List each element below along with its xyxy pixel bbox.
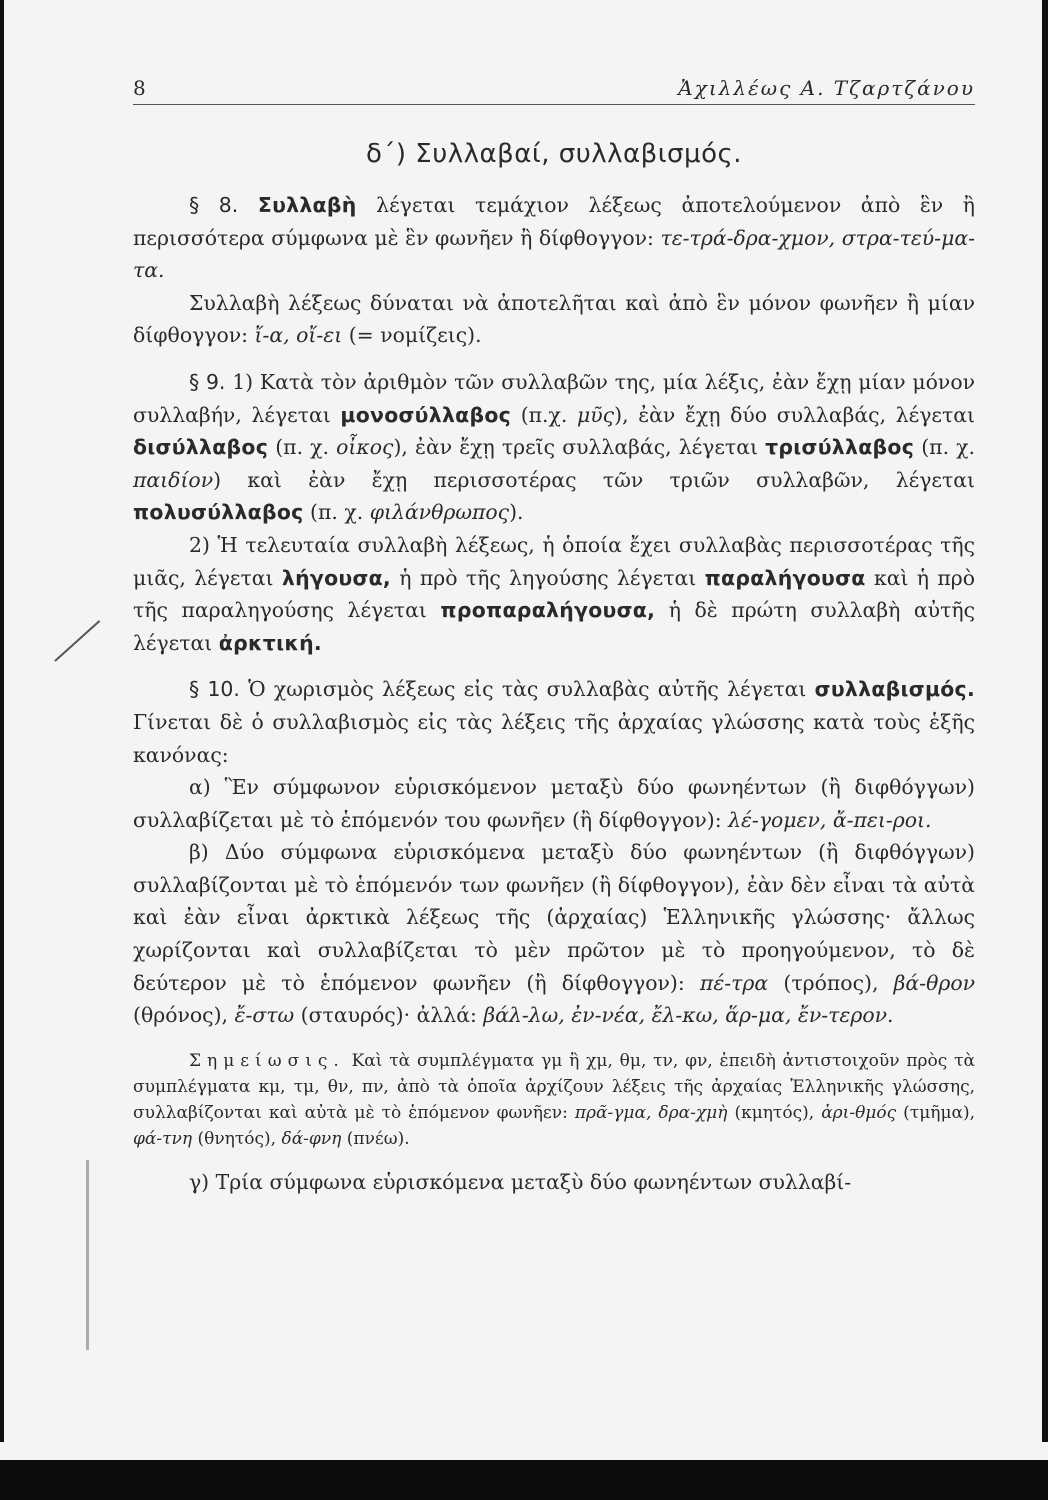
rule-c [133, 1166, 975, 1199]
book-page [133, 72, 975, 1198]
text: (κμητός), [727, 1102, 822, 1123]
page-header [133, 72, 975, 105]
term: προπαραλήγουσα, [440, 598, 656, 623]
page-number: 8 [133, 76, 146, 100]
text: λέγεται τεμάχιον λέξεως ἀποτελούμενον ἀπὸ ἓν ἢ περισσότερα σύμφωνα μὲ ἓν φωνῆεν ἢ δίφθογγον: [133, 193, 975, 250]
example: τε-τρά-δρα-χμον, στρα-τεύ-μα-τα. [133, 225, 975, 283]
term: ἀρκτική. [218, 630, 322, 655]
term: μονοσύλλαβος [340, 402, 512, 427]
text: (π.χ. [511, 402, 578, 427]
text: Καὶ τὰ συμπλέγματα γμ ἢ χμ, θμ, τν, φν, ἐπειδὴ ἀντιστοιχοῦν πρὸς τὰ συμπλέγματα κμ, τμ, θν, πν, ἀπὸ τὰ ὁποῖα ἀρχίζουν λέξεις τῆς ἀρχαίας Ἑλληνικῆς γλώσσης, συλλαβίζονται καὶ αὐτὰ μὲ τὸ ἑπόμενον φωνῆεν: [133, 1050, 975, 1123]
example: φιλάνθρωπος [369, 500, 510, 525]
text: (θνητός), [192, 1128, 282, 1149]
note [133, 1048, 975, 1152]
example: βάλ-λω, ἐν-νέα, ἔλ-κω, ἅρ-μα, ἔν-τερον. [483, 1003, 894, 1028]
example: πέ-τρα [699, 970, 769, 995]
note-paragraph [133, 1048, 975, 1152]
text: καὶ ἡ πρὸ τῆς παραληγούσης λέγεται [133, 565, 975, 623]
text: (τμῆμα), [896, 1102, 976, 1123]
example: λέ-γομεν, ἄ-πει-ροι. [728, 807, 932, 832]
text: Γίνεται δὲ ὁ συλλαβισμὸς εἰς τὰς λέξεις τῆς ἀρχαίας γλώσσης κατὰ τοὺς ἑξῆς κανόνας: [133, 709, 975, 767]
text: 2) Ἡ τελευταία συλλαβὴ λέξεως, ἡ ὁποία ἔχει συλλαβὰς περισσοτέρας τῆς μιᾶς, λέγεται [133, 532, 975, 590]
section-number: § 9. [189, 369, 226, 394]
paragraph-9b [133, 529, 975, 659]
text: Συλλαβὴ λέξεως δύναται νὰ ἀποτελῆται καὶ ἀπὸ ἓν μόνον φωνῆεν ἢ μίαν δίφθογγον: [133, 290, 975, 348]
section-title: δ΄) Συλλαβαί, συλλαβισμός. [365, 139, 743, 169]
text: α) Ἓν σύμφωνον εὑρισκόμενον μεταξὺ δύο φωνηέντων (ἢ διφθόγγων) συλλαβίζεται μὲ τὸ ἑπόμενόν του φωνῆεν (ἢ δίφθογγον): [133, 775, 975, 832]
example: παιδίον [133, 467, 214, 492]
rule-a [133, 771, 975, 836]
example: μῦς [577, 402, 615, 427]
text: β) Δύο σύμφωνα εὑρισκόμενα μεταξὺ δύο φωνηέντων (ἢ διφθόγγων) συλλαβίζονται μὲ τὸ ἑπόμενόν των φωνῆεν (ἢ δίφθογγον), ἐὰν δὲν εἶναι τὰ αὐτὰ καὶ ἐὰν εἶναι ἀρκτικὰ λέξεως τῆς (ἀρχαίας) Ἑλληνικῆς γλώσσης· ἄλλως χωρίζονται καὶ συλλαβίζεται τὸ μὲν πρῶτον μὲ τὸ προηγούμενον, τὸ δὲ δεύτερον μὲ τὸ ἑπόμενον φωνῆεν (ἢ δίφθογγον): [133, 840, 975, 995]
text: (π. χ. [303, 500, 370, 525]
example: πρᾶ-γμα, δρα-χμὴ [574, 1102, 728, 1123]
example: ἴ-α, οἴ-ει [254, 323, 343, 348]
example: βά-θρον [893, 970, 976, 995]
text: (τρόπος), [768, 970, 894, 995]
text: (πνέω). [341, 1128, 410, 1149]
section-number: § 10. [189, 677, 240, 702]
text: (π. χ. [914, 435, 975, 460]
body-text [133, 189, 975, 1032]
scan-border-left [0, 0, 4, 1500]
text: Ὁ χωρισμὸς λέξεως εἰς τὰς συλλαβὰς αὐτῆς λέγεται [239, 677, 815, 702]
paragraph-10 [133, 673, 975, 771]
text: ). [509, 500, 524, 525]
example: οἶκος [336, 435, 394, 460]
text: γ) Τρία σύμφωνα εὑρισκόμενα μεταξὺ δύο φωνηέντων συλλαβί- [189, 1169, 852, 1194]
text: (σταυρός)· ἀλλά: [294, 1003, 484, 1028]
paragraph-9 [133, 366, 975, 529]
text: ), ἐὰν ἔχῃ τρεῖς συλλαβάς, λέγεται [393, 435, 766, 460]
example: φά-τνη [133, 1128, 193, 1149]
term: τρισύλλαβος [765, 435, 915, 460]
term: δισύλλαβος [133, 435, 269, 460]
scan-gap [0, 1442, 1048, 1460]
term: Συλλαβὴ [257, 193, 357, 217]
term: παραλήγουσα [704, 565, 866, 590]
section-number: § 8. [189, 193, 239, 217]
example: ἀρι-θμός [821, 1102, 897, 1123]
text: (θρόνος), [133, 1003, 235, 1028]
body-text-end [133, 1166, 975, 1199]
text: (π. χ. [268, 435, 337, 460]
scan-border-right [1042, 0, 1048, 1500]
example: ἔ-στω [234, 1003, 295, 1028]
term: συλλαβισμός. [814, 677, 975, 702]
scan-border-bottom [0, 1460, 1048, 1500]
text: 1) Κατὰ τὸν ἀριθμὸν τῶν συλλαβῶν της, μία λέξις, ἐὰν ἔχῃ μίαν μόνον συλλαβήν, λέγεται [133, 369, 975, 427]
pencil-mark [54, 620, 100, 662]
margin-bar [86, 1160, 89, 1350]
text: ἡ πρὸ τῆς ληγούσης λέγεται [390, 565, 705, 590]
paragraph-8 [133, 189, 975, 287]
running-head: Ἀχιλλέως Α. Τζαρτζάνου [678, 76, 975, 100]
text: ) καὶ ἐὰν ἔχῃ περισσοτέρας τῶν τριῶν συλλαβῶν, λέγεται [213, 467, 975, 492]
term: πολυσύλλαβος [133, 500, 304, 525]
example: δά-φνη [281, 1128, 342, 1149]
text: (= νομίζεις). [342, 323, 482, 348]
term: λήγουσα, [281, 565, 391, 590]
paragraph-8b [133, 287, 975, 352]
note-label: Σημείωσις. [189, 1050, 345, 1071]
rule-b [133, 836, 975, 1032]
text: ἡ δὲ πρώτη συλλαβὴ αὐτῆς λέγεται [133, 598, 975, 655]
text: ), ἐὰν ἔχῃ δύο συλλαβάς, λέγεται [614, 402, 976, 427]
